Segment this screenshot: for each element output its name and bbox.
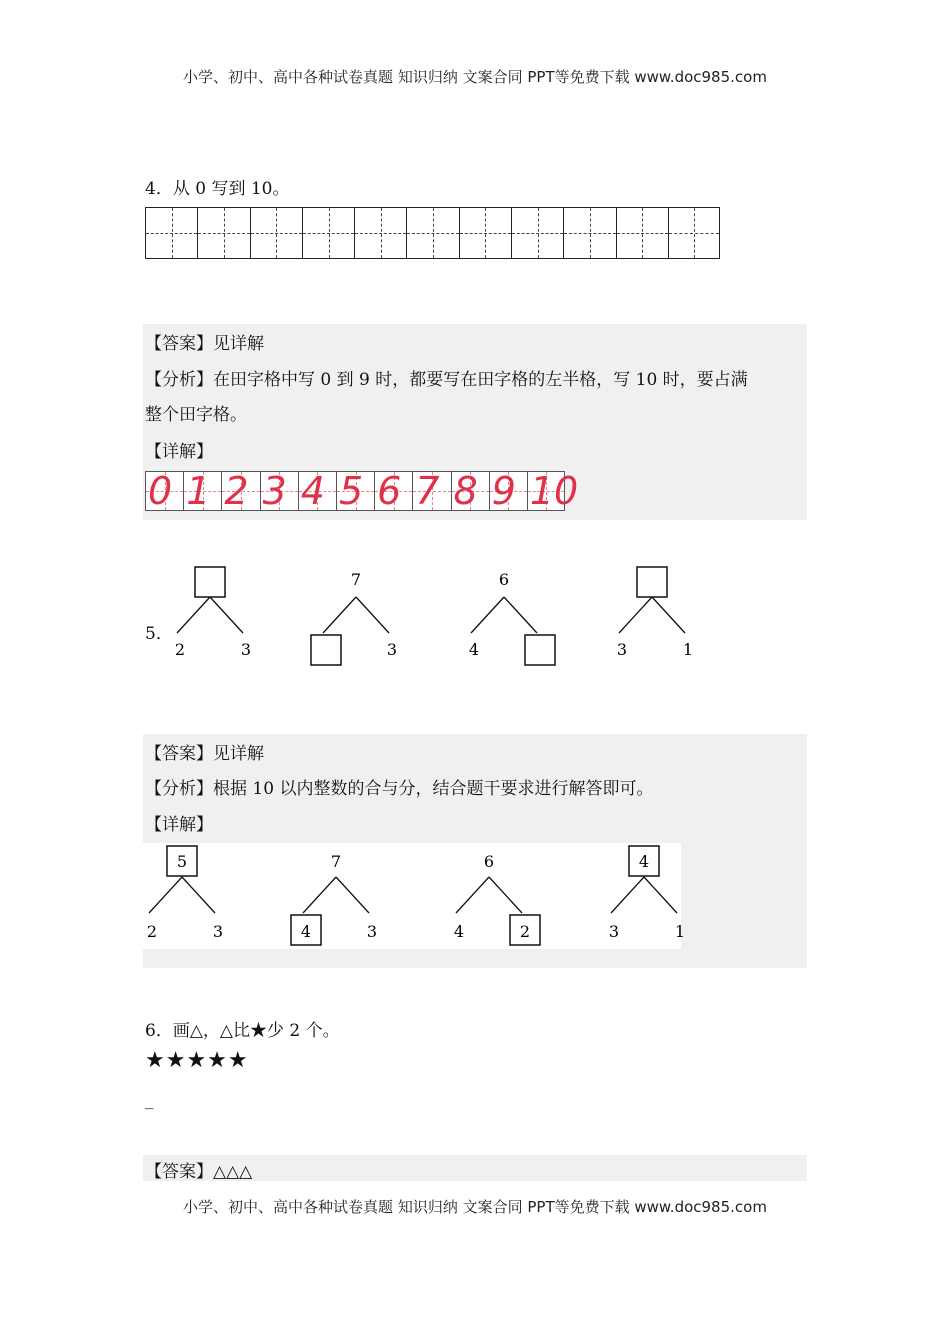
bond-branch-line	[323, 597, 356, 633]
bond-branch-line	[336, 877, 369, 913]
number-bond-tree	[147, 846, 223, 941]
q6-prompt: 6．画△，△比★少 2 个。	[145, 1021, 340, 1041]
answer-digit-cell	[412, 469, 450, 513]
tianzige-cell	[459, 208, 511, 258]
answer-digit-cell	[183, 469, 221, 513]
page-header: 小学、初中、高中各种试卷真题 知识归纳 文案合同 PPT等免费下载 www.doc985.com	[183, 68, 767, 86]
bond-branch-line	[303, 877, 336, 913]
bond-branch-line	[504, 597, 537, 633]
q5-detail-label: 【详解】	[145, 815, 213, 835]
bond-top-number: 6	[498, 570, 510, 589]
handwritten-digit: 9	[491, 469, 516, 513]
tianzige-cell	[616, 208, 668, 258]
answer-box	[311, 635, 341, 665]
bond-left-number: 2	[146, 922, 158, 941]
tianzige-cell	[302, 208, 354, 258]
handwritten-digit: 7	[415, 469, 440, 513]
tianzige-cell	[406, 208, 458, 258]
number-bond-tree	[291, 852, 377, 945]
q5-answer-label: 【答案】见详解	[145, 744, 264, 764]
q4-analysis-line2: 整个田字格。	[145, 405, 247, 425]
tianzige-cell	[511, 208, 563, 258]
q5-answer-bonds	[143, 843, 686, 949]
answer-box	[637, 567, 667, 597]
answer-blank: _	[145, 1090, 154, 1110]
q6-answer: 【答案】△△△	[145, 1162, 253, 1182]
q4-prompt: 4．从 0 写到 10。	[145, 179, 290, 199]
handwritten-digit: 10	[529, 469, 579, 513]
bond-top-number: 6	[483, 852, 495, 871]
bond-branch-line	[471, 597, 504, 633]
bond-right-number: 1	[682, 640, 694, 659]
bond-branch-line	[149, 877, 182, 913]
bond-top-number: 7	[330, 852, 342, 871]
handwritten-digit: 4	[300, 469, 325, 513]
answer-digit-cell	[489, 469, 527, 513]
bond-left-number: 3	[616, 640, 628, 659]
number-bond-tree	[469, 570, 555, 665]
tianzige-cell	[354, 208, 406, 258]
bond-top-number: 7	[350, 570, 362, 589]
bond-branch-line	[177, 597, 210, 633]
handwritten-digit: 8	[453, 469, 478, 513]
bond-top-number: 4	[638, 852, 650, 871]
number-bond-tree	[609, 846, 685, 941]
bond-left-number: 2	[174, 640, 186, 659]
bond-branch-line	[489, 877, 522, 913]
answer-digit-cell	[451, 469, 489, 513]
number-bond-tree	[617, 567, 693, 659]
q4-analysis-line1: 【分析】在田字格中写 0 到 9 时，都要写在田字格的左半格，写 10 时，要占满	[145, 370, 748, 390]
answer-digit-cell	[527, 469, 579, 513]
handwritten-digit: 2	[224, 469, 249, 513]
handwritten-digit: 6	[377, 469, 402, 513]
bond-branch-line	[356, 597, 389, 633]
tianzige-cell	[250, 208, 302, 258]
bond-branch-line	[182, 877, 215, 913]
bond-left-number: 4	[300, 922, 312, 941]
answer-digit-grid	[145, 469, 579, 513]
bond-right-number: 2	[519, 922, 531, 941]
q5-analysis: 【分析】根据 10 以内整数的合与分，结合题干要求进行解答即可。	[145, 779, 654, 799]
bond-branch-line	[210, 597, 243, 633]
number-bond-tree	[454, 852, 540, 945]
q4-detail-label: 【详解】	[145, 442, 213, 462]
q5-number: 5．	[145, 624, 173, 644]
page-footer: 小学、初中、高中各种试卷真题 知识归纳 文案合同 PPT等免费下载 www.doc985.com	[183, 1198, 767, 1216]
star-row: ★★★★★	[145, 1048, 249, 1073]
bond-left-number: 4	[468, 640, 480, 659]
answer-box	[195, 567, 225, 597]
bond-branch-line	[611, 877, 644, 913]
bond-left-number: 4	[453, 922, 465, 941]
handwritten-digit: 3	[262, 469, 287, 513]
bond-branch-line	[619, 597, 652, 633]
answer-digit-cell	[260, 469, 298, 513]
bond-branch-line	[644, 877, 677, 913]
bond-branch-line	[652, 597, 685, 633]
q5-number-bonds	[140, 560, 720, 670]
answer-digit-cell	[298, 469, 336, 513]
q4-answer-label: 【答案】见详解	[145, 334, 264, 354]
answer-digit-cell	[336, 469, 374, 513]
answer-digit-cell	[221, 469, 259, 513]
number-bond-tree	[175, 567, 251, 659]
bond-right-number: 3	[240, 640, 252, 659]
answer-digit-cell	[374, 469, 412, 513]
tianzige-cell	[145, 208, 197, 258]
bond-right-number: 3	[366, 922, 378, 941]
handwritten-digit: 5	[338, 469, 364, 513]
handwritten-digit: 1	[186, 469, 211, 513]
answer-box	[525, 635, 555, 665]
tianzige-cell	[668, 208, 720, 258]
bond-right-number: 3	[212, 922, 224, 941]
tianzige-cell	[197, 208, 249, 258]
bond-right-number: 3	[386, 640, 398, 659]
bond-branch-line	[456, 877, 489, 913]
bond-left-number: 3	[608, 922, 620, 941]
bond-right-number: 1	[674, 922, 686, 941]
answer-digit-cell	[145, 469, 183, 513]
number-bond-tree	[311, 570, 397, 665]
tianzige-cell	[563, 208, 615, 258]
handwritten-digit: 0	[148, 469, 173, 513]
tianzige-grid	[145, 207, 720, 259]
bond-top-number: 5	[176, 852, 188, 871]
